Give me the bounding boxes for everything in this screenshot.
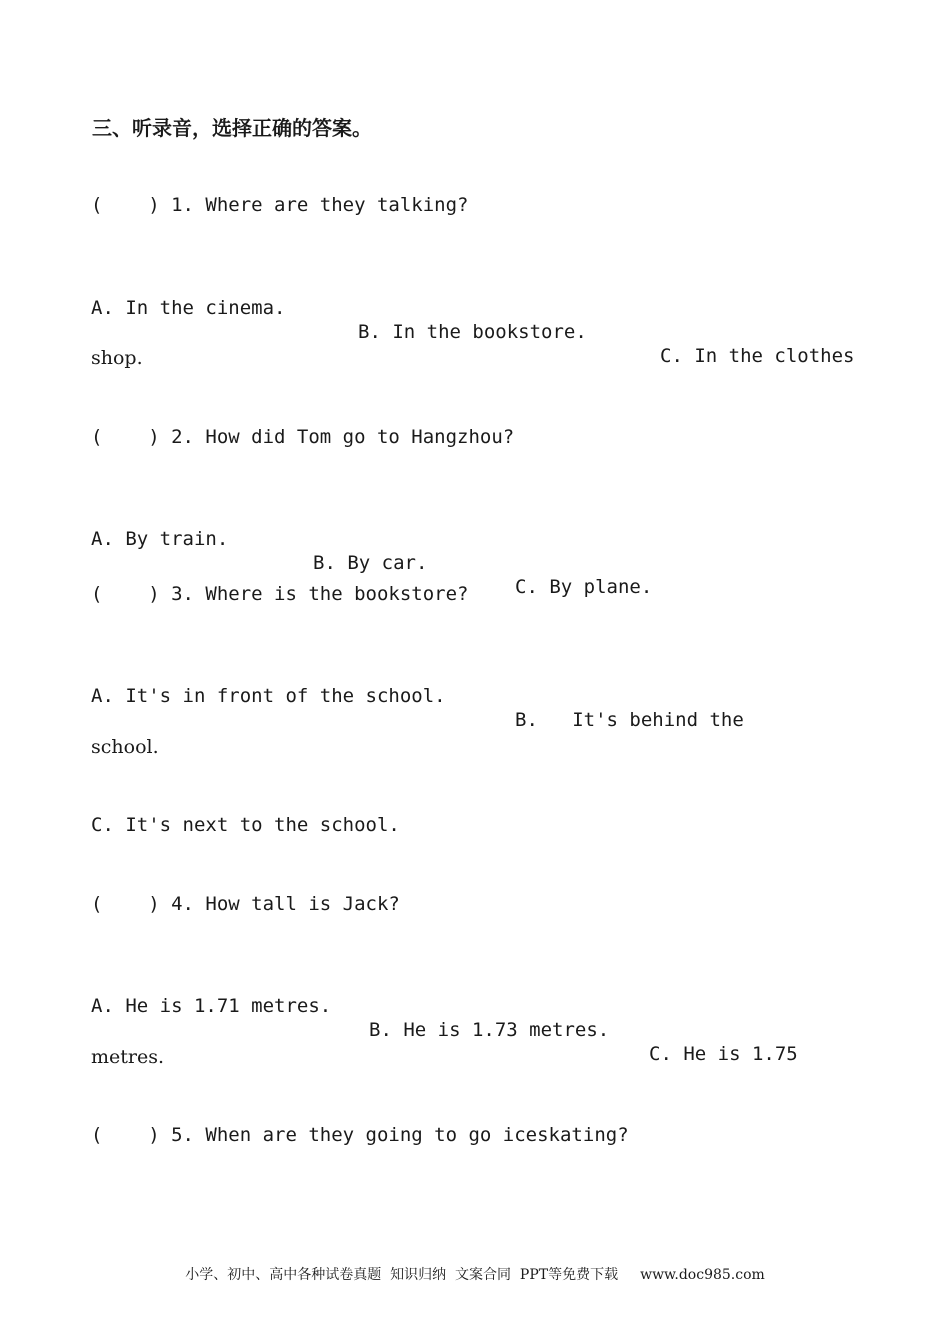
question-4-option-b: B. He is 1.73 metres. — [369, 1019, 610, 1041]
question-2-option-b: B. By car. — [313, 552, 428, 574]
section-heading: 三、听录音，选择正确的答案。 — [92, 116, 372, 140]
question-1-option-c-continuation: shop. — [91, 347, 143, 369]
page-footer — [0, 1265, 950, 1285]
question-2-stem: ( ) 2. How did Tom go to Hangzhou? — [91, 426, 515, 448]
footer-text: 小学、初中、高中各种试卷真题 知识归纳 文案合同 PPT等免费下载 — [185, 1267, 619, 1283]
question-2-option-c: C. By plane. — [515, 576, 653, 598]
question-3-stem: ( ) 3. Where is the bookstore? — [91, 583, 469, 605]
footer-url[interactable]: www.doc985.com — [640, 1267, 765, 1283]
question-3-option-c: C. It's next to the school. — [91, 814, 400, 836]
question-2-option-a: A. By train. — [91, 528, 229, 550]
question-1-stem: ( ) 1. Where are they talking? — [91, 194, 469, 216]
question-3-option-b: B. It's behind the — [515, 709, 744, 731]
question-1-option-a: A. In the cinema. — [91, 297, 286, 319]
question-4-option-c-continuation: metres. — [91, 1046, 165, 1068]
question-1-options — [0, 272, 950, 392]
question-4-option-a: A. He is 1.71 metres. — [91, 995, 332, 1017]
question-4-options — [0, 970, 950, 1090]
question-1-option-b: B. In the bookstore. — [358, 321, 587, 343]
question-5-stem: ( ) 5. When are they going to go iceskating? — [91, 1124, 629, 1146]
question-3-option-a: A. It's in front of the school. — [91, 685, 446, 707]
question-3-option-b-continuation: school. — [91, 736, 159, 758]
question-4-stem: ( ) 4. How tall is Jack? — [91, 893, 400, 915]
question-1-option-c: C. In the clothes — [660, 345, 855, 367]
question-4-option-c: C. He is 1.75 — [649, 1043, 798, 1065]
